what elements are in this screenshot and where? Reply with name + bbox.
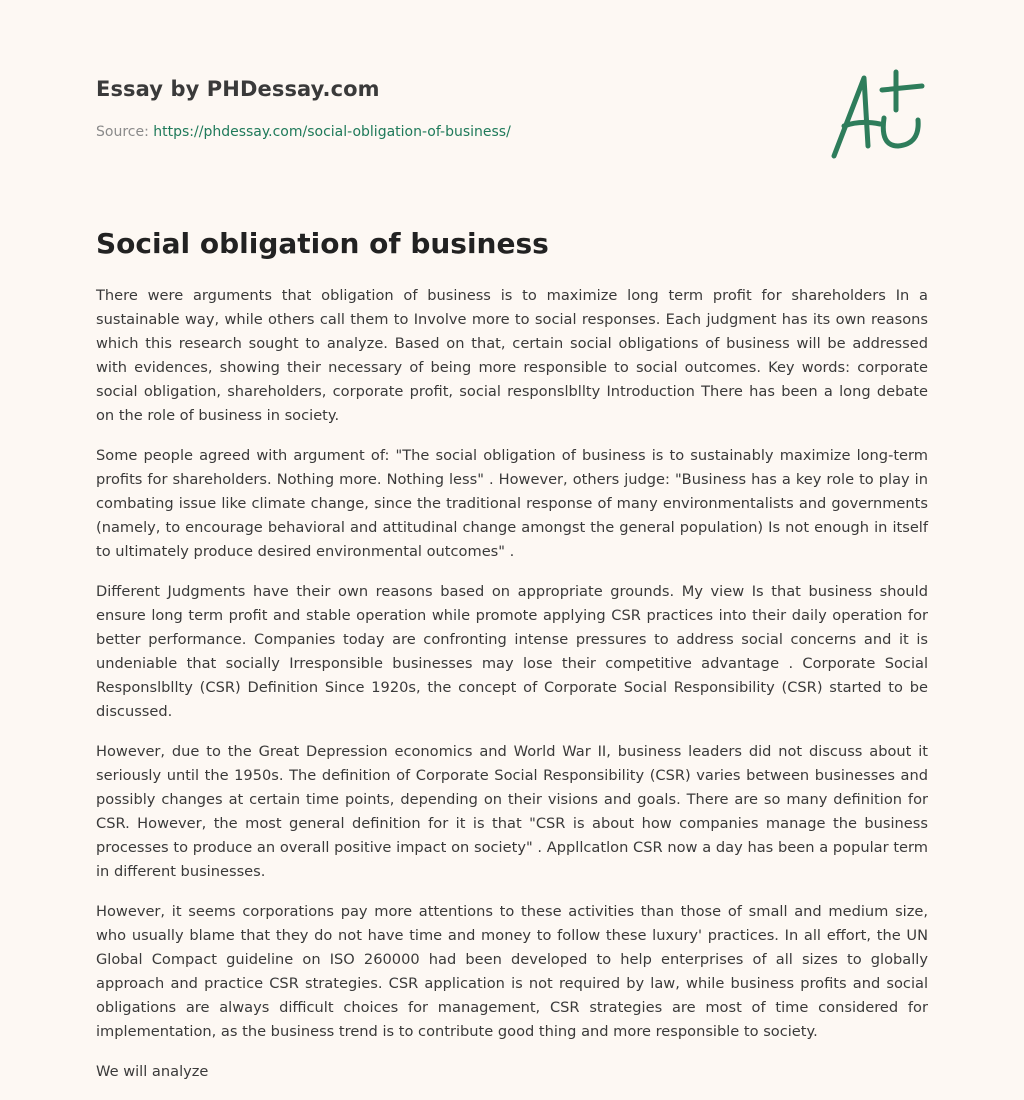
paragraph: Some people agreed with argument of: "The social obligation of business is to sustainably maximize long-term profits for shareholders. Nothing more. Nothing less" . However, others judge: "Business has a key role to play in combating issue like climate change, since the traditional response of many environmentalists and governments (namely, to encourage behavioral and attitudinal change amongst the general population) Is not enough in itself to ultimately produce desired environmental outcomes" . bbox=[96, 447, 928, 560]
header bbox=[96, 74, 928, 184]
paragraph: Different Judgments have their own reasons based on appropriate grounds. My view Is that business should ensure long term profit and stable operation while promote applying CSR practices into their daily operation for better performance. Companies today are confronting intense pressures to address social concerns and it is undeniable that socially Irresponsible businesses may lose their competitive advantage . Corporate Social Responslbllty (CSR) Definition Since 1920s, the concept of Corporate Social Responsibility (CSR) started to be discussed. bbox=[96, 583, 928, 720]
source-link[interactable]: https://phdessay.com/social-obligation-of-business/ bbox=[153, 124, 511, 140]
a-plus-logo-icon bbox=[824, 68, 928, 164]
paragraph: However, it seems corporations pay more attentions to these activities than those of small and medium size, who usually blame that they do not have time and money to follow these luxury' practices. In all effort, the UN Global Compact guideline on ISO 260000 had been developed to help enterprises of all sizes to globally approach and practice CSR strategies. CSR application is not required by law, while business profits and social obligations are always difficult choices for management, CSR strategies are most of time considered for implementation, as the business trend is to contribute good thing and more responsible to society. bbox=[96, 903, 928, 1040]
article-body bbox=[96, 284, 928, 1100]
source-label: Source: bbox=[96, 124, 149, 140]
paragraph: However, due to the Great Depression economics and World War II, business leaders did not discuss about it seriously until the 1950s. The definition of Corporate Social Responsibility (CSR) varies between businesses and possibly changes at certain time points, depending on their visions and goals. There are so many definition for CSR. However, the most general definition for it is that "CSR is about how companies manage the business processes to produce an overall positive impact on society" . Appllcatlon CSR now a day has been a popular term in different businesses. bbox=[96, 743, 928, 880]
article-title: Social obligation of business bbox=[96, 227, 549, 260]
brand-title: Essay by PHDessay.com bbox=[96, 77, 380, 101]
source-line bbox=[96, 122, 928, 142]
paragraph: There were arguments that obligation of business is to maximize long term profit for shareholders In a sustainable way, while others call them to Involve more to social responses. Each judgment has its own reasons which this research sought to analyze. Based on that, certain social obligations of business will be addressed with evidences, showing their necessary of being more responsible to social outcomes. Key words: corporate social obligation, shareholders, corporate profit, social responslbllty Introduction There has been a long debate on the role of business in society. bbox=[96, 287, 928, 424]
paragraph: We will analyze bbox=[96, 1063, 209, 1080]
